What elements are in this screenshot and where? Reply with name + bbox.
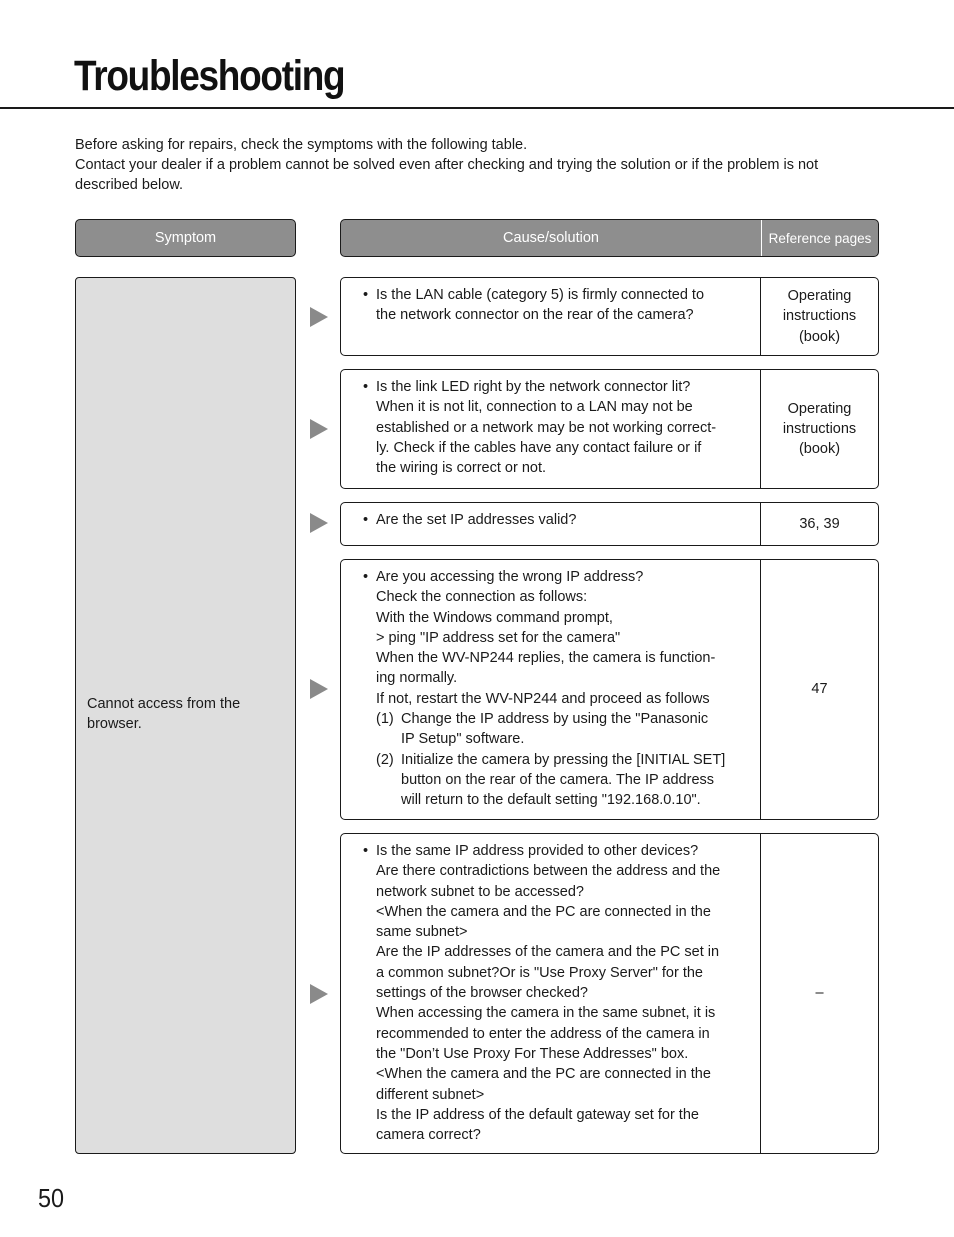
bullet-icon: • [363,512,369,528]
step-line: Change the IP address by using the "Panasonic [401,711,709,728]
bullet-icon: • [363,843,369,859]
table-row [340,559,879,820]
step-number: (1) [376,711,394,728]
cause-line: network subnet to be accessed? [376,883,584,900]
cause-line: ly. Check if the cables have any contact failure or if [376,439,702,456]
cause-line: camera correct? [376,1127,481,1144]
cause-line: When accessing the camera in the same subnet, it is [376,1005,716,1022]
bullet-icon: • [363,569,369,585]
cause-line: When it is not lit, connection to a LAN may not be [376,399,693,416]
cause-line: established or a network may be not working correct- [376,419,717,436]
cause-line: Is the LAN cable (category 5) is firmly connected to [376,287,705,303]
cause-cell [341,503,761,545]
cause-line: Check the connection as follows: [376,589,588,606]
reference-cell [761,370,878,488]
cause-cell [341,278,761,355]
cause-line: ing normally. [376,670,458,687]
cause-line: Is the link LED right by the network connector lit? [376,379,691,395]
table-row [340,369,879,489]
cause-line: same subnet> [376,924,468,941]
step-item [376,750,752,811]
cause-header [340,219,879,257]
reference-text: 47 [811,681,828,698]
intro-text [75,135,885,195]
reference-cell [761,834,878,1153]
cause-line: recommended to enter the address of the camera in [376,1025,710,1042]
arrow-right-icon [310,307,328,327]
step-line: button on the rear of the camera. The IP address [401,771,715,788]
title-rule [0,107,954,109]
intro-line-2: Contact your dealer if a problem cannot be solved even after checking and trying the solution or if the problem is not described below. [75,157,819,193]
symptom-header-label: Symptom [154,230,217,246]
cause-line: Are there contradictions between the address and the [376,863,721,880]
symptom-text: Cannot access from the browser. [87,696,241,732]
cause-line: When the WV-NP244 replies, the camera is function- [376,650,716,667]
reference-cell [761,278,878,355]
bullet-icon: • [363,379,369,395]
cause-line: Are you accessing the wrong IP address? [376,569,644,585]
table-row [340,502,879,546]
symptom-header [75,219,296,257]
cause-line: Is the same IP address provided to other devices? [376,843,699,859]
reference-text: Operating instructions (book) [782,288,857,345]
step-line: IP Setup" software. [401,731,525,748]
cause-line: different subnet> [376,1086,485,1103]
reference-text: – [815,985,824,1002]
cause-line: > ping "IP address set for the camera" [376,629,621,646]
arrow-right-icon [310,419,328,439]
step-line: Initialize the camera by pressing the [INITIAL SET] [401,751,726,768]
page-number: 50 [38,1183,65,1213]
step-line: will return to the default setting "192.168.0.10". [401,792,701,809]
arrow-right-icon [310,513,328,533]
cause-header-label: Cause/solution [341,220,762,256]
arrow-right-icon [310,679,328,699]
cause-line: Are the set IP addresses valid? [376,512,577,528]
table-row [340,277,879,356]
cause-line: Are the IP addresses of the camera and the PC set in [376,944,720,961]
cause-line: Is the IP address of the default gateway set for the [376,1106,699,1123]
cause-line: With the Windows command prompt, [376,609,613,626]
cause-line: <When the camera and the PC are connected in the [376,903,711,920]
cause-line: the network connector on the rear of the camera? [376,307,694,324]
reference-cell [761,503,878,545]
arrow-right-icon [310,984,328,1004]
intro-line-1: Before asking for repairs, check the symptoms with the following table. [75,137,528,153]
reference-text: 36, 39 [799,515,840,532]
table-row [340,833,879,1154]
cause-line: settings of the browser checked? [376,985,588,1002]
cause-line: a common subnet?Or is "Use Proxy Server" for the [376,964,704,981]
step-number: (2) [376,751,394,768]
reference-text: Operating instructions (book) [782,400,857,458]
bullet-icon: • [363,287,369,303]
cause-cell [341,370,761,488]
reference-header-label: Reference pages [768,230,872,246]
cause-line: <When the camera and the PC are connected in the [376,1066,711,1083]
step-item [376,709,752,750]
reference-cell [761,560,878,819]
symptom-cell [75,277,296,1154]
cause-line: the "Don’t Use Proxy For These Addresses" box. [376,1045,689,1062]
page-title: Troubleshooting [74,52,345,100]
cause-line: If not, restart the WV-NP244 and proceed as follows [376,690,710,707]
cause-line: the wiring is correct or not. [376,460,547,477]
cause-cell [341,560,761,819]
cause-cell [341,834,761,1153]
